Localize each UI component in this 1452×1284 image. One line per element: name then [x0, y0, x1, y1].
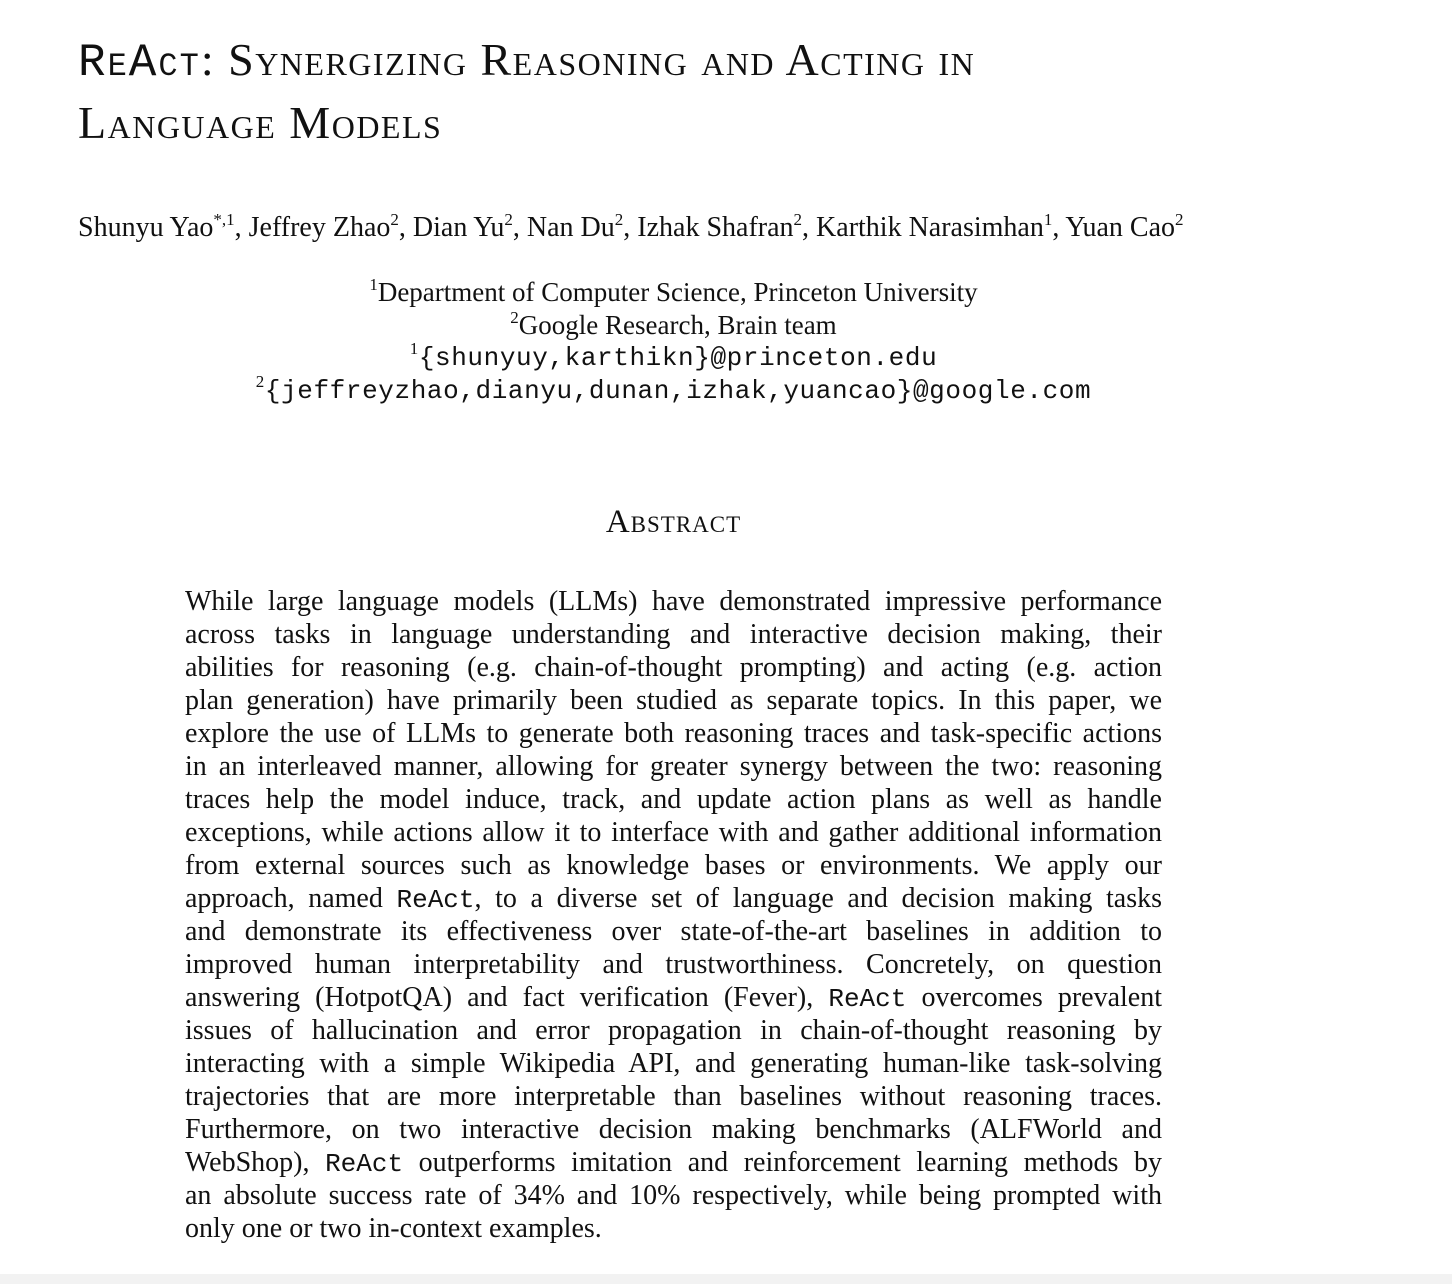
- title-line-1-text: : Synergizing Reasoning and Acting in: [200, 34, 976, 85]
- author-affil-marker: 2: [504, 210, 513, 229]
- abstract-line: and demonstrate its effectiveness over state-of-the-art baselines in addition to: [185, 916, 1162, 947]
- email-google: $^2${jeffreyzhao,dianyu,dunan,izhak,yuancao}@google.com: [255, 372, 1092, 406]
- author: Yuan Cao$^2$: [1065, 210, 1184, 243]
- abstract-line: trajectories that are more interpretable than baselines without reasoning traces.: [185, 1081, 1162, 1112]
- title-line-2: Language Models: [78, 97, 443, 148]
- abstract-line: interacting with a simple Wikipedia API, and generating human-like task-solving: [185, 1048, 1162, 1079]
- abstract-line: improved human interpretability and trustworthiness. Concretely, on question: [185, 949, 1162, 980]
- abstract-line: in an interleaved manner, allowing for greater synergy between the two: reasoning: [185, 751, 1162, 782]
- author-affil-marker: 2: [614, 210, 624, 229]
- abstract-heading: Abstract: [605, 504, 742, 540]
- email-princeton: $^1${shunyuy,karthikn}@princeton.edu: [409, 339, 938, 373]
- abstract-line: only one or two in-context examples.: [185, 1213, 602, 1244]
- abstract-line: exceptions, while actions allow it to interface with and gather additional information: [185, 817, 1162, 848]
- affiliation-google: $^2$Google Research, Brain team: [510, 308, 837, 340]
- author-affil-marker: *,1: [213, 210, 235, 229]
- author: Karthik Narasimhan$^1$,: [816, 210, 1066, 243]
- author: Nan Du$^2$,: [526, 210, 638, 243]
- title-method-name: ReAct: [78, 37, 201, 89]
- method-name-react: ReAct: [828, 984, 907, 1014]
- abstract-line: an absolute success rate of 34% and 10% respectively, while being prompted with: [185, 1180, 1162, 1211]
- author-affil-marker: 2: [793, 210, 803, 229]
- abstract-line: from external sources such as knowledge bases or environments. We apply our: [185, 850, 1162, 881]
- author-affil-marker: 2: [1175, 210, 1184, 229]
- abstract-line: answering (HotpotQA) and fact verification (Fever), ReAct overcomes prevalent: [185, 982, 1162, 1014]
- author-affil-marker: 2: [390, 210, 399, 229]
- author-list: [78, 210, 1378, 246]
- paper-title: [78, 30, 1378, 153]
- abstract-line: plan generation) have primarily been studied as separate topics. In this paper, we: [185, 685, 1162, 716]
- abstract-line: While large language models (LLMs) have demonstrated impressive performance: [185, 586, 1162, 617]
- abstract-line: across tasks in language understanding and interactive decision making, their: [185, 619, 1162, 650]
- abstract-line: explore the use of LLMs to generate both reasoning traces and task-specific actions: [185, 718, 1162, 749]
- abstract-body: [185, 585, 1162, 1245]
- method-name-react: ReAct: [396, 885, 475, 915]
- method-name-react: ReAct: [325, 1149, 404, 1179]
- abstract-line: traces help the model induce, track, and update action plans as well as handle: [185, 784, 1162, 815]
- abstract-line: abilities for reasoning (e.g. chain-of-thought prompting) and acting (e.g. action: [185, 652, 1162, 683]
- abstract-line: Furthermore, on two interactive decision making benchmarks (ALFWorld and: [185, 1114, 1162, 1145]
- abstract-line: issues of hallucination and error propagation in chain-of-thought reasoning by: [185, 1015, 1162, 1046]
- author: Izhak Shafran$^2$,: [637, 210, 817, 243]
- author: Shunyu Yao$^{*,1}$,: [78, 210, 249, 243]
- author: Jeffrey Zhao$^2$,: [248, 210, 413, 243]
- affiliation-princeton: $^1$Department of Computer Science, Princeton University: [369, 275, 978, 307]
- author-affil-marker: 1: [1043, 210, 1053, 229]
- author: Dian Yu$^2$,: [412, 210, 527, 243]
- title-line-1: [78, 30, 1378, 93]
- abstract-line: WebShop), ReAct outperforms imitation and reinforcement learning methods by: [185, 1147, 1163, 1179]
- abstract-line: approach, named ReAct, to a diverse set of language and decision making tasks: [185, 883, 1162, 915]
- page-bottom-edge: [0, 1274, 1452, 1284]
